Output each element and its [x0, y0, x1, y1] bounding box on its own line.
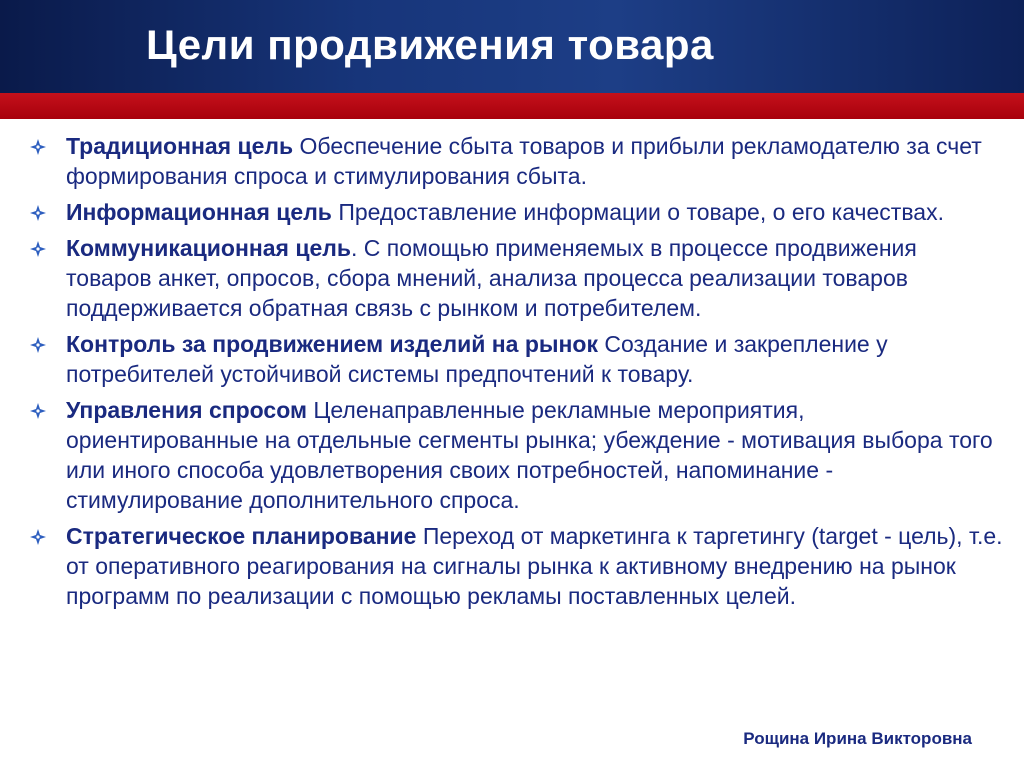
list-item	[28, 521, 1003, 611]
list-item	[28, 233, 1003, 323]
diamond-bullet-icon	[28, 233, 66, 263]
list-item	[28, 197, 1003, 227]
title-bar	[0, 0, 1024, 93]
list-item-text	[66, 131, 1003, 191]
list-item-description: Предоставление информации о товаре, о его качествах.	[331, 199, 944, 225]
list-item-term: Контроль за продвижением изделий на рынок	[66, 331, 598, 357]
diamond-bullet-icon	[28, 197, 66, 227]
diamond-bullet-icon	[28, 395, 66, 425]
list-item-description: Создание и закрепление у потребителей устойчивой системы предпочтений к товару.	[66, 331, 888, 387]
list-item-text	[66, 197, 1003, 227]
diamond-bullet-icon	[28, 329, 66, 359]
list-item-description: Обеспечение сбыта товаров и прибыли рекламодателю за счет формирования спроса и стимулирования сбыта.	[66, 133, 982, 189]
list-item-description: Переход от маркетинга к таргетингу (target - цель), т.е. от оперативного реагирования на сигналы рынка к активному внедрению на рынок программ по реализации с помощью рекламы поставленных целей.	[66, 523, 1003, 609]
bullet-list	[28, 131, 1003, 617]
list-item-term: Стратегическое планирование	[66, 523, 417, 549]
slide-title: Цели продвижения товара	[146, 21, 714, 68]
list-item-term: Традиционная цель	[66, 133, 294, 159]
list-item-description: . С помощью применяемых в процессе продвижения товаров анкет, опросов, сбора мнений, анализа процесса реализации товаров поддерживается обратная связь с рынком и потребителем.	[66, 235, 917, 321]
list-item-description: Целенаправленные рекламные мероприятия, ориентированные на отдельные сегменты рынка; убеждение - мотивация выбора того или иного способа удовлетворения своих потребностей, напоминание - стимулирование дополнительного спроса.	[66, 397, 993, 513]
accent-stripe	[0, 93, 1024, 119]
list-item-text	[66, 395, 1003, 515]
list-item-term: Коммуникационная цель	[66, 235, 352, 261]
list-item	[28, 395, 1003, 515]
list-item-term: Управления спросом	[66, 397, 307, 423]
diamond-bullet-icon	[28, 131, 66, 161]
list-item-text	[66, 329, 1003, 389]
list-item	[28, 329, 1003, 389]
list-item	[28, 131, 1003, 191]
list-item-text	[66, 521, 1003, 611]
diamond-bullet-icon	[28, 521, 66, 551]
list-item-text	[66, 233, 1003, 323]
list-item-term: Информационная цель	[66, 199, 332, 225]
author-name: Рощина Ирина Викторовна	[743, 729, 972, 748]
